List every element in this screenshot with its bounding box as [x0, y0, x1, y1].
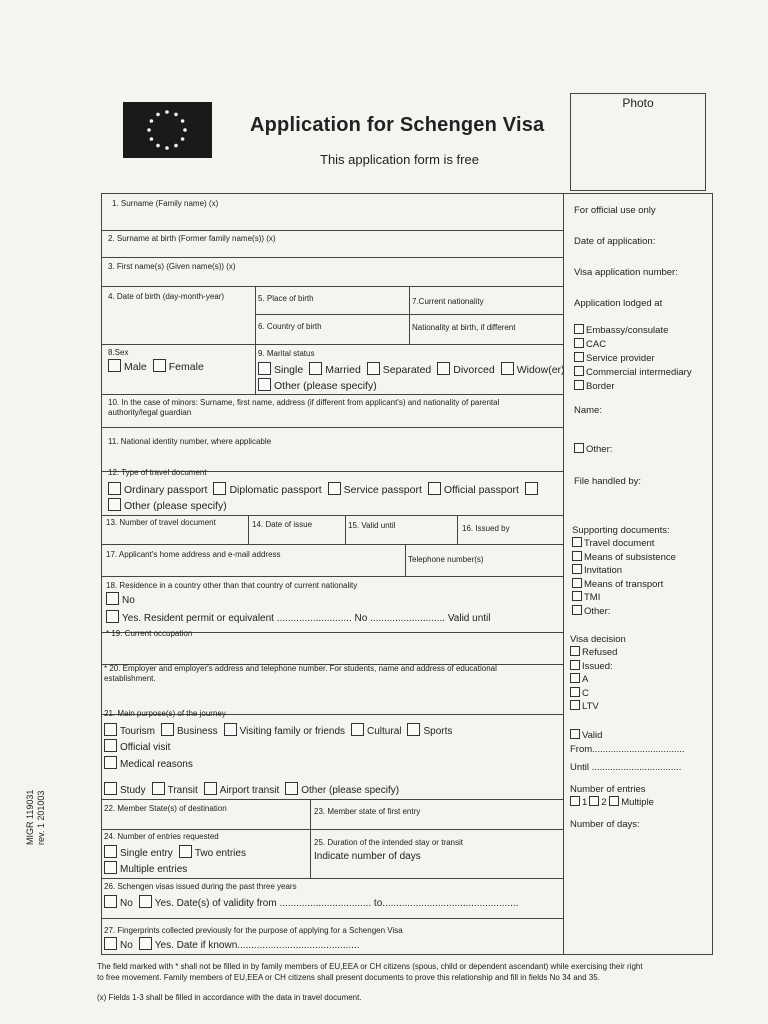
checkbox[interactable] — [213, 482, 226, 495]
residence-yes-option[interactable]: Yes. Resident permit or equivalent ........................... No ........................... Valid until — [106, 610, 490, 624]
field-19-label: * 19. Current occupation — [106, 629, 193, 638]
photo-box — [570, 93, 706, 191]
field-25-label: 25. Duration of the intended stay or transit — [314, 838, 463, 847]
footer-note-line3: (x) Fields 1-3 shall be filled in accordance with the data in travel document. — [97, 993, 362, 1002]
field-13-label: 13. Number of travel document — [106, 518, 216, 527]
official-number-of-days: Number of days: — [570, 819, 640, 830]
support-tmi-option[interactable]: TMI — [572, 591, 676, 605]
checkbox[interactable] — [570, 673, 580, 683]
field-26-label: 26. Schengen visas issued during the past three years — [104, 882, 297, 891]
support-other-option[interactable]: Other: — [572, 605, 676, 619]
footer-note-line1: The field marked with * shall not be filled in by family members of EU,EEA or CH citizens (spous, child or dependent ascendant) while exercising their right — [97, 962, 643, 971]
marital-separated-option[interactable]: Separated — [367, 362, 431, 376]
field-27-label: 27. Fingerprints collected previously for the purpose of applying for a Schengen Visa — [104, 926, 403, 935]
official-valid-option[interactable]: Valid — [570, 729, 602, 741]
field-20-label-line2: establishment. — [104, 674, 156, 683]
field-25-sublabel: Indicate number of days — [314, 851, 421, 862]
official-valid-until: Until .................................. — [570, 762, 682, 773]
field-7-label: 7.Current nationality — [412, 297, 484, 306]
official-visa-decision: Visa decision — [570, 634, 626, 645]
photo-label: Photo — [622, 96, 654, 110]
doc-other-option[interactable]: Other (please specify) — [108, 498, 227, 512]
checkbox[interactable] — [108, 359, 121, 372]
checkbox[interactable] — [104, 861, 117, 874]
official-file-handled-by: File handled by: — [574, 476, 642, 487]
decision-a-option[interactable]: A — [570, 673, 617, 687]
field-10-label-line1: 10. In the case of minors: Surname, first name, address (if different from applicant's) and nationality of parental — [108, 398, 500, 407]
checkbox[interactable] — [525, 482, 538, 495]
checkbox[interactable] — [574, 366, 584, 376]
marital-widow-option[interactable]: Widow(er) — [501, 362, 565, 376]
lodged-service-provider-option[interactable]: Service provider — [574, 352, 692, 366]
field-9-label: 9. Marital status — [258, 349, 315, 358]
purpose-options-row4 — [104, 782, 405, 796]
field-12-label: 12. Type of travel document — [108, 468, 207, 477]
field-10-label-line2: authority/legal guardian — [108, 408, 192, 417]
official-visa-number: Visa application number: — [574, 267, 678, 278]
field-23-label: 23. Member state of first entry — [314, 807, 421, 816]
official-supporting-docs: Supporting documents: — [572, 525, 670, 536]
purpose-options-row1 — [104, 723, 458, 737]
checkbox[interactable] — [104, 782, 117, 795]
checkbox[interactable] — [574, 324, 584, 334]
checkbox[interactable] — [574, 338, 584, 348]
doc-ordinary-option[interactable]: Ordinary passport — [108, 482, 207, 496]
official-lodged-options — [574, 324, 692, 394]
official-supporting-options — [572, 537, 676, 618]
entries-multiple-option[interactable]: Multiple entries — [104, 861, 187, 875]
field-17-label: 17. Applicant's home address and e-mail address — [106, 550, 281, 559]
eu-stars-icon — [145, 108, 189, 152]
checkbox[interactable] — [106, 592, 119, 605]
checkbox[interactable] — [104, 895, 117, 908]
checkbox[interactable] — [570, 646, 580, 656]
lodged-border-option[interactable]: Border — [574, 380, 692, 394]
checkbox[interactable] — [285, 782, 298, 795]
field-24-label: 24. Number of entries requested — [104, 832, 219, 841]
official-entries-options: 1 2 Multiple — [570, 796, 654, 808]
marital-other-option[interactable]: Other (please specify) — [258, 378, 377, 392]
schengen-yes-option[interactable]: Yes. Date(s) of validity from ................................. to................................................. — [139, 895, 519, 909]
marital-options — [258, 362, 571, 376]
checkbox[interactable] — [153, 359, 166, 372]
official-other-option[interactable]: Other: — [574, 443, 612, 455]
support-subsistence-option[interactable]: Means of subsistence — [572, 551, 676, 565]
checkbox[interactable] — [574, 443, 584, 453]
checkbox[interactable] — [104, 739, 117, 752]
checkbox[interactable] — [572, 564, 582, 574]
decision-ltv-option[interactable]: LTV — [570, 700, 617, 714]
field-21-label: 21. Main purpose(s) of the journey — [104, 709, 226, 718]
field-16-label: 16. Issued by — [462, 524, 510, 533]
checkbox[interactable] — [609, 796, 619, 806]
application-form — [101, 193, 713, 955]
field-3-label: 3. First name(s) (Given name(s)) (x) — [108, 262, 236, 271]
field-14-label: 14. Date of issue — [252, 520, 313, 529]
checkbox[interactable] — [572, 551, 582, 561]
purpose-visiting-option[interactable]: Visiting family or friends — [224, 723, 345, 737]
checkbox[interactable] — [570, 700, 580, 710]
checkbox[interactable] — [104, 756, 117, 769]
field-6-label: 6. Country of birth — [258, 322, 322, 331]
lodged-embassy-option[interactable]: Embassy/consulate — [574, 324, 692, 338]
sex-male-option[interactable]: Male — [108, 359, 147, 373]
marital-single-option[interactable]: Single — [258, 362, 303, 376]
purpose-sports-option[interactable]: Sports — [407, 723, 452, 737]
purpose-medical-option[interactable]: Medical reasons — [104, 756, 193, 770]
decision-refused-option[interactable]: Refused — [570, 646, 617, 660]
entries-options — [104, 845, 252, 859]
checkbox[interactable] — [108, 498, 121, 511]
eu-flag-logo — [123, 102, 212, 158]
fingerprint-yes-option[interactable]: Yes. Date if known............................................ — [139, 937, 360, 951]
checkbox[interactable] — [437, 362, 450, 375]
official-valid-from: From................................... — [570, 744, 685, 755]
fingerprint-no-option[interactable]: No — [104, 937, 133, 951]
support-transport-option[interactable]: Means of transport — [572, 578, 676, 592]
checkbox[interactable] — [407, 723, 420, 736]
doc-diplomatic-option[interactable]: Diplomatic passport — [213, 482, 321, 496]
official-number-of-entries: Number of entries — [570, 784, 646, 795]
footer-note-line2: to free movement. Family members of EU,EEA or CH citizens shall present documents to prove this relationship and fill in fields No 34 and 35. — [97, 973, 600, 982]
field-22-label: 22. Member State(s) of destination — [104, 804, 227, 813]
official-decision-options — [570, 646, 617, 714]
sex-options — [108, 359, 210, 373]
field-5-label: 5. Place of birth — [258, 294, 314, 303]
checkbox[interactable] — [258, 378, 271, 391]
field-2-label: 2. Surname at birth (Former family name(s)) (x) — [108, 234, 276, 243]
schengen-no-option[interactable]: No — [104, 895, 133, 909]
checkbox[interactable] — [139, 895, 152, 908]
page-subtitle: This application form is free — [320, 152, 479, 167]
decision-issued-option[interactable]: Issued: — [570, 660, 617, 674]
checkbox[interactable] — [204, 782, 217, 795]
purpose-cultural-option[interactable]: Cultural — [351, 723, 401, 737]
field-11-label: 11. National identity number, where applicable — [108, 437, 272, 446]
checkbox[interactable] — [367, 362, 380, 375]
field-17b-label: Telephone number(s) — [408, 555, 484, 564]
entries-two-option[interactable]: Two entries — [179, 845, 246, 859]
sex-female-option[interactable]: Female — [153, 359, 204, 373]
marital-divorced-option[interactable]: Divorced — [437, 362, 494, 376]
checkbox[interactable] — [501, 362, 514, 375]
official-lodged-at: Application lodged at — [574, 298, 663, 309]
form-code-line1: MIGR 119031 — [25, 789, 35, 845]
travel-doc-options — [108, 482, 541, 496]
field-4-label: 4. Date of birth (day-month-year) — [108, 292, 225, 301]
field-1-label: 1. Surname (Family name) (x) — [112, 199, 219, 208]
field-18-label: 18. Residence in a country other than that country of current nationality — [106, 581, 358, 590]
checkbox[interactable] — [179, 845, 192, 858]
checkbox[interactable] — [589, 796, 599, 806]
official-date-of-application: Date of application: — [574, 236, 656, 247]
fingerprint-options — [104, 937, 366, 951]
checkbox[interactable] — [106, 610, 119, 623]
checkbox[interactable] — [572, 605, 582, 615]
purpose-official-option[interactable]: Official visit — [104, 739, 170, 753]
checkbox[interactable] — [104, 723, 117, 736]
checkbox[interactable] — [351, 723, 364, 736]
checkbox[interactable] — [309, 362, 322, 375]
doc-service-option[interactable]: Service passport — [328, 482, 422, 496]
checkbox[interactable] — [108, 482, 121, 495]
checkbox[interactable] — [570, 687, 580, 697]
purpose-other-option[interactable]: Other (please specify) — [285, 782, 399, 796]
field-20-label-line1: * 20. Employer and employer's address and telephone number. For students, name and address of educational — [104, 664, 497, 673]
checkbox[interactable] — [574, 352, 584, 362]
checkbox[interactable] — [224, 723, 237, 736]
checkbox[interactable] — [104, 845, 117, 858]
page-title: Application for Schengen Visa — [250, 114, 545, 136]
purpose-business-option[interactable]: Business — [161, 723, 218, 737]
checkbox[interactable] — [328, 482, 341, 495]
form-code — [25, 790, 47, 845]
checkbox[interactable] — [161, 723, 174, 736]
marital-married-option[interactable]: Married — [309, 362, 361, 376]
checkbox[interactable] — [570, 660, 580, 670]
checkbox[interactable] — [570, 729, 580, 739]
checkbox[interactable] — [570, 796, 580, 806]
purpose-tourism-option[interactable]: Tourism — [104, 723, 155, 737]
lodged-commercial-option[interactable]: Commercial intermediary — [574, 366, 692, 380]
checkbox[interactable] — [428, 482, 441, 495]
form-code-line2: rev. 1 201003 — [36, 790, 46, 845]
doc-official-option[interactable]: Official passport — [428, 482, 519, 496]
checkbox[interactable] — [572, 591, 582, 601]
support-invitation-option[interactable]: Invitation — [572, 564, 676, 578]
official-heading: For official use only — [574, 205, 656, 216]
checkbox[interactable] — [139, 937, 152, 950]
field-7b-label: Nationality at birth, if different — [412, 323, 516, 332]
purpose-study-option[interactable]: Study — [104, 782, 146, 796]
purpose-transit-option[interactable]: Transit — [152, 782, 198, 796]
lodged-cac-option[interactable]: CAC — [574, 338, 692, 352]
entries-single-option[interactable]: Single entry — [104, 845, 173, 859]
field-8-label: 8.Sex — [108, 348, 129, 357]
decision-c-option[interactable]: C — [570, 687, 617, 701]
checkbox[interactable] — [258, 362, 271, 375]
residence-no-option[interactable]: No — [106, 592, 135, 606]
checkbox[interactable] — [104, 937, 117, 950]
support-travel-doc-option[interactable]: Travel document — [572, 537, 676, 551]
checkbox[interactable] — [152, 782, 165, 795]
checkbox[interactable] — [572, 578, 582, 588]
checkbox[interactable] — [572, 537, 582, 547]
checkbox[interactable] — [574, 380, 584, 390]
field-15-label: 15. Valid until — [348, 521, 396, 530]
official-name-label: Name: — [574, 405, 602, 416]
purpose-airport-option[interactable]: Airport transit — [204, 782, 279, 796]
schengen-visa-options — [104, 895, 524, 909]
